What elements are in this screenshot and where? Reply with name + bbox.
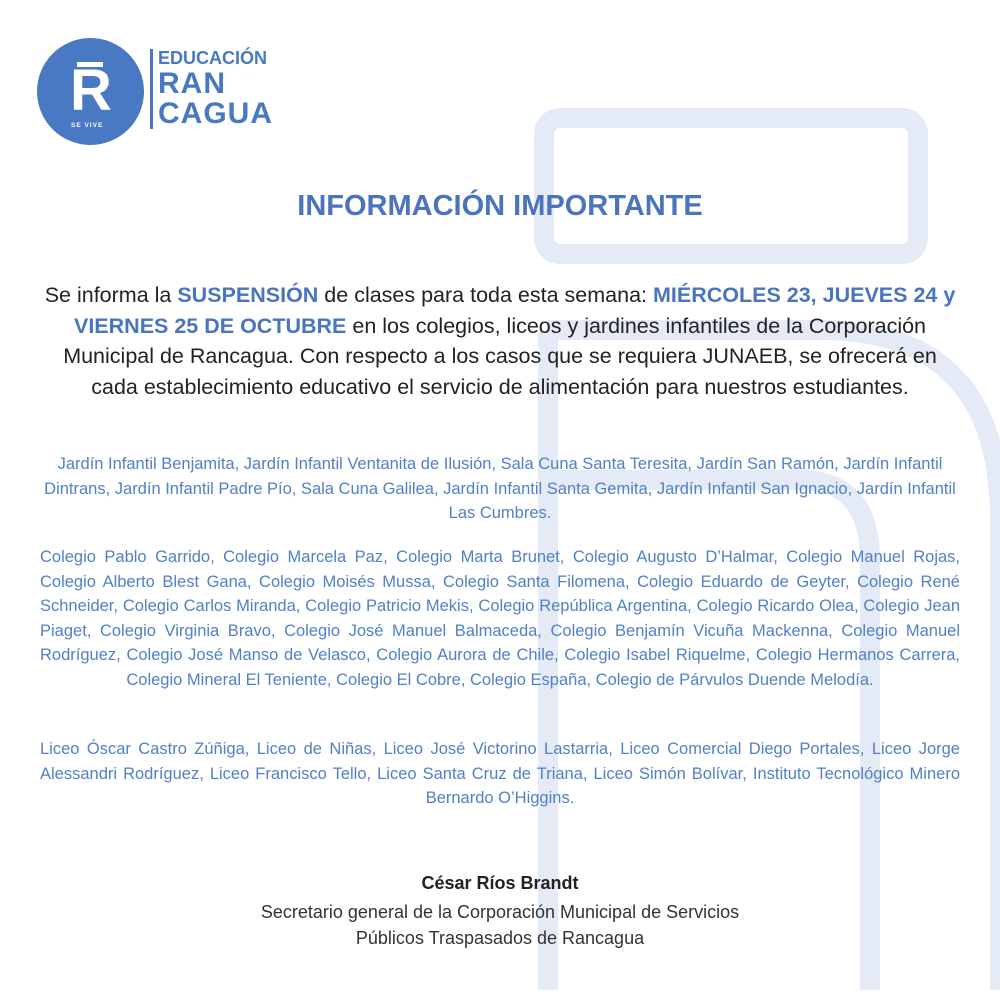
logo-divider	[150, 49, 153, 129]
jardines-list: Jardín Infantil Benjamita, Jardín Infantil Ventanita de Ilusión, Sala Cuna Santa Teresita, Jardín San Ramón, Jardín Infantil Dintrans, Jardín Infantil Padre Pío, Sala Cuna Galilea, Jardín Infantil Santa Gemita, Jardín Infantil San Ignacio, Jardín Infantil Las Cumbres.	[44, 455, 956, 522]
logo-circle	[37, 38, 144, 145]
announcement-highlight-dates: MIÉRCOLES 23, JUEVES 24 y VIERNES 25 DE OCTUBRE	[73, 283, 956, 338]
announcement-part-1: Se informa la	[44, 283, 178, 307]
logo-letter: R	[70, 58, 112, 123]
page-title: INFORMACIÓN IMPORTANTE	[297, 190, 703, 222]
logo-line-3: CAGUA	[158, 97, 273, 130]
announcement-part-2: de clases para toda esta semana:	[318, 283, 653, 307]
logo-tagline: SE VIVE	[71, 122, 104, 129]
logo-line-1: EDUCACIÓN	[158, 48, 268, 68]
liceos-list: Liceo Óscar Castro Zúñiga, Liceo de Niñas, Liceo José Victorino Lastarria, Liceo Comercial Diego Portales, Liceo Jorge Alessandri Rodríguez, Liceo Francisco Tello, Liceo Santa Cruz de Triana, Liceo Simón Bolívar, Instituto Tecnológico Minero Bernardo O’Higgins.	[40, 740, 960, 807]
logo-wordmark	[158, 47, 273, 129]
colegios-list: Colegio Pablo Garrido, Colegio Marcela Paz, Colegio Marta Brunet, Colegio Augusto D’Halmar, Colegio Manuel Rojas, Colegio Alberto Blest Gana, Colegio Moisés Mussa, Colegio Santa Filomena, Colegio Eduardo de Geyter, Colegio René Schneider, Colegio Carlos Miranda, Colegio Patricio Mekis, Colegio República Argentina, Colegio Ricardo Olea, Colegio Jean Piaget, Colegio Virginia Bravo, Colegio José Manuel Balmaceda, Colegio Benjamín Vicuña Mackenna, Colegio Manuel Rodríguez, Colegio José Manso de Velasco, Colegio Aurora de Chile, Colegio Isabel Riquelme, Colegio Hermanos Carrera, Colegio Mineral El Teniente, Colegio El Cobre, Colegio España, Colegio de Párvulos Duende Melodía.	[40, 548, 960, 689]
signature-name: César Ríos Brandt	[421, 873, 579, 893]
signature-title: Secretario general de la Corporación Municipal de Servicios Públicos Traspasados de Rancagua	[260, 902, 740, 948]
announcement-part-3: en los colegios, liceos y jardines infantiles de la Corporación Municipal de Rancagua. Con respecto a los casos que se requiera JUNAEB, se ofrecerá en cada establecimiento educativo el servicio de alimentación para nuestros estudiantes.	[63, 313, 937, 399]
logo-line-2: RAN	[158, 67, 226, 100]
announcement-text	[40, 280, 960, 402]
announcement-highlight-suspension: SUSPENSIÓN	[177, 283, 319, 307]
